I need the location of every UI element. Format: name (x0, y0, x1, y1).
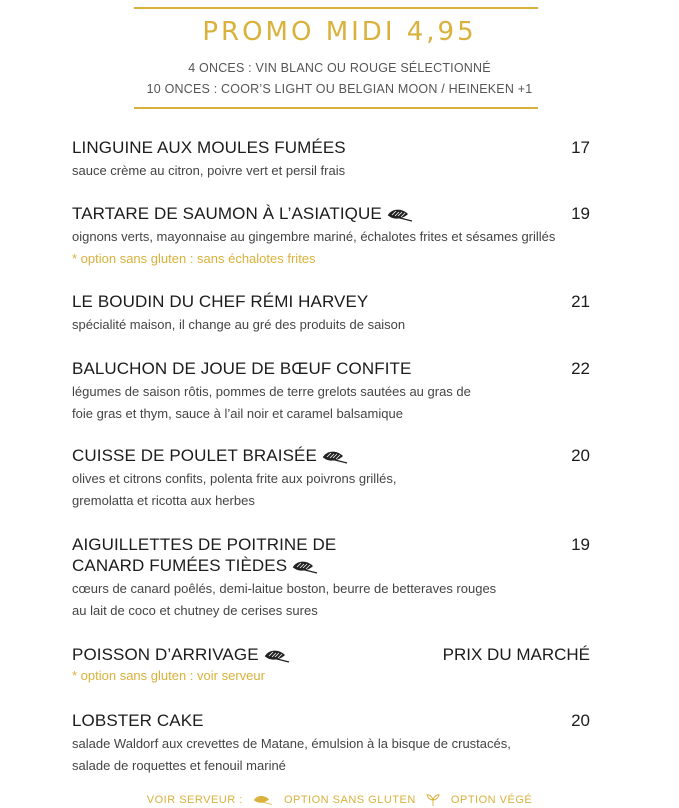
leaf-icon (263, 648, 291, 664)
leaf-icon (321, 449, 349, 465)
menu-item-poisson (72, 644, 590, 687)
top-divider (134, 7, 538, 9)
item-description: spécialité maison, il change au gré des produits de saison (72, 317, 406, 332)
promo-line-beer: 10 ONCES : COOR’S LIGHT OU BELGIAN MOON / HEINEKEN +1 (146, 82, 533, 96)
legend-footer (0, 794, 679, 806)
menu-item-poulet (72, 445, 590, 512)
leaf-icon (291, 559, 319, 575)
item-description: cœurs de canard poêlés, demi-laitue boston, beurre de betteraves rouges au lait de coco et chutney de cerises sures (72, 581, 497, 618)
menu-item-baluchon (72, 358, 590, 425)
item-name: LE BOUDIN DU CHEF RÉMI HARVEY (72, 292, 369, 311)
item-name: LINGUINE AUX MOULES FUMÉES (72, 138, 346, 157)
item-price: 22 (571, 359, 590, 378)
menu-item-lobster-cake (72, 710, 590, 777)
item-name: CUISSE DE POULET BRAISÉE (72, 445, 590, 466)
menu-item-tartare (72, 203, 590, 270)
item-price: 19 (571, 535, 590, 554)
item-price: 20 (571, 711, 590, 730)
item-description: oignons verts, mayonnaise au gingembre mariné, échalotes frites et sésames grillés (72, 229, 556, 244)
gluten-note: * option sans gluten : voir serveur (72, 668, 265, 683)
menu-item-boudin (72, 291, 590, 336)
item-price: 21 (571, 292, 590, 311)
voir-serveur-label: VOIR SERVEUR : (146, 794, 243, 807)
item-description: olives et citrons confits, polenta frite aux poivrons grillés, gremolatta et ricotta aux herbes (72, 471, 397, 508)
promo-title: PROMO MIDI 4,95 (202, 17, 477, 47)
menu-item-aiguillettes (72, 534, 590, 622)
item-price: 17 (571, 138, 590, 157)
item-price: PRIX DU MARCHÉ (442, 645, 590, 664)
item-name: BALUCHON DE JOUE DE BŒUF CONFITE (72, 359, 412, 378)
leaf-icon (250, 794, 276, 806)
item-name: AIGUILLETTES DE POITRINE DE CANARD FUMÉES TIÈDES (72, 535, 337, 575)
item-description: légumes de saison rôtis, pommes de terre grelots sautées au gras de foie gras et thym, sauce à l’ail noir et caramel balsamique (72, 384, 471, 421)
item-name: TARTARE DE SAUMON À L’ASIATIQUE (72, 203, 590, 224)
vege-label: OPTION VÉGÉ (450, 794, 533, 807)
item-name: POISSON D’ARRIVAGE (72, 644, 590, 665)
gluten-free-label: OPTION SANS GLUTEN (283, 794, 416, 807)
item-description: sauce crème au citron, poivre vert et persil frais (72, 163, 346, 178)
gluten-note: * option sans gluten : sans échalotes frites (72, 251, 316, 266)
promo-line-wine: 4 ONCES : VIN BLANC OU ROUGE SÉLECTIONNÉ (188, 61, 491, 75)
item-name: LOBSTER CAKE (72, 711, 204, 730)
menu-item-linguine (72, 137, 590, 182)
item-price: 19 (571, 204, 590, 223)
item-description: salade Waldorf aux crevettes de Matane, émulsion à la bisque de crustacés, salade de roquettes et fenouil mariné (72, 736, 511, 773)
bottom-divider (134, 107, 538, 109)
sprout-icon (423, 794, 443, 806)
leaf-icon (386, 207, 414, 223)
item-price: 20 (571, 446, 590, 465)
